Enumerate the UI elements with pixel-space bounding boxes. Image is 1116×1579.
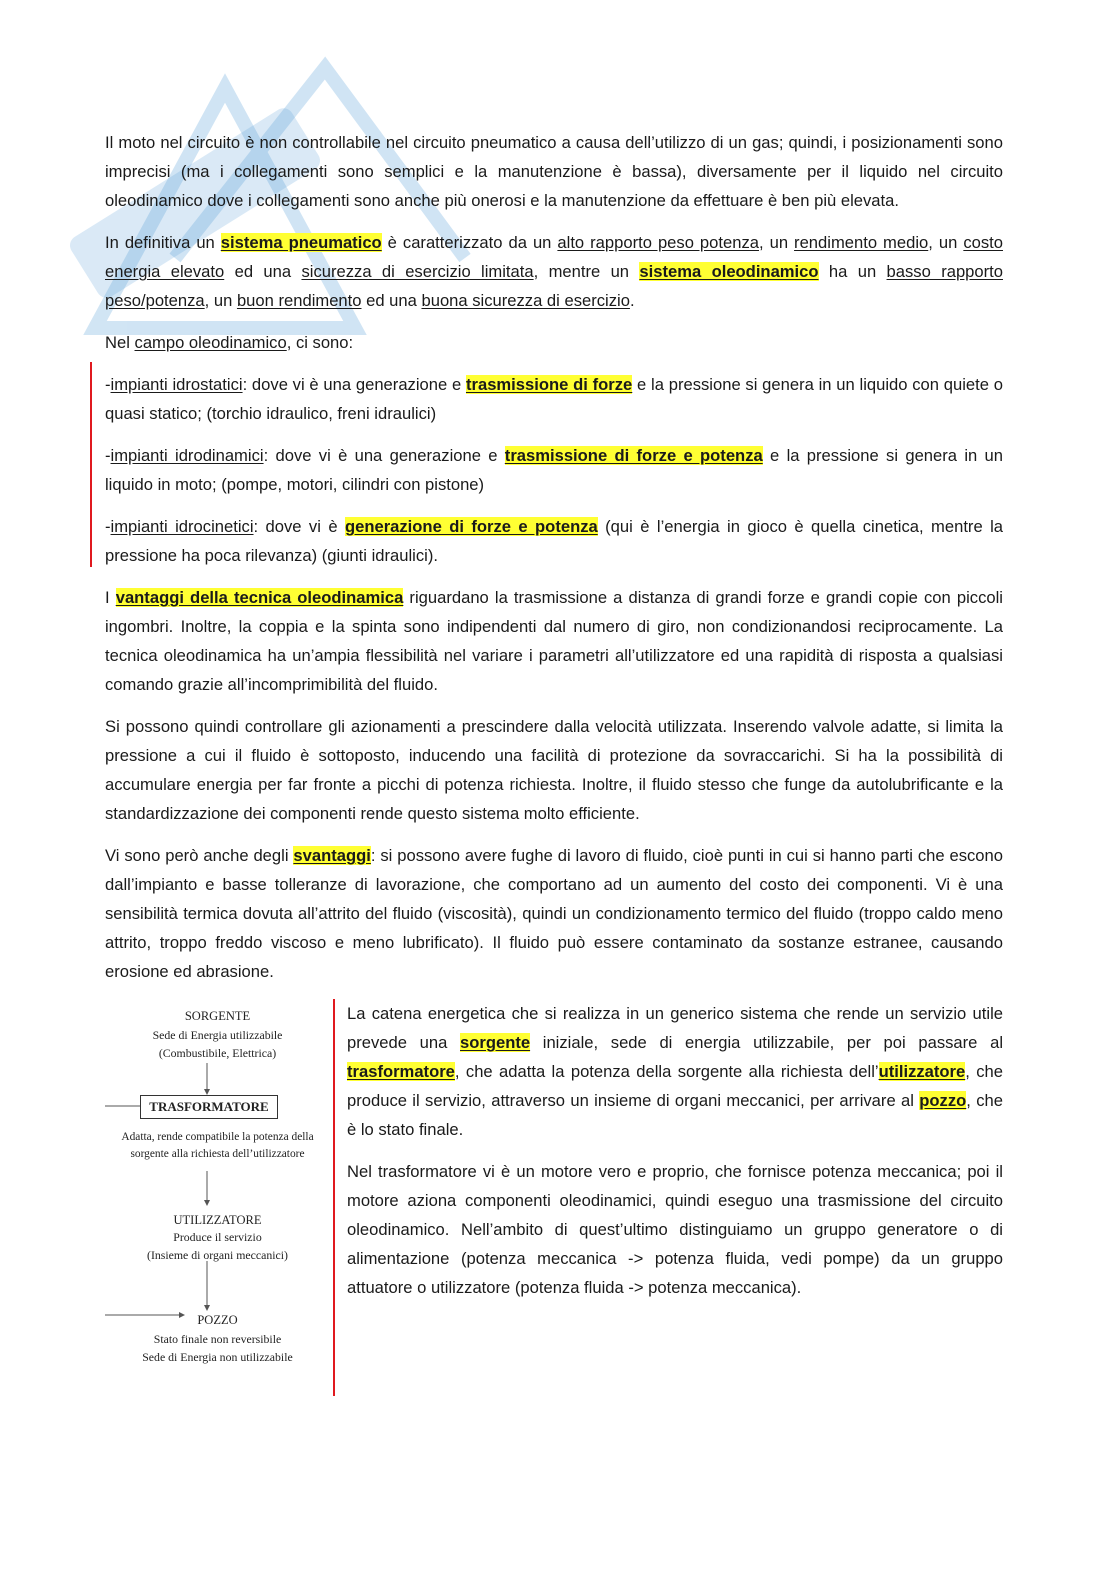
- node-sorgente-desc: Sede di Energia utilizzabile: [152, 1028, 283, 1042]
- text: Nel: [105, 333, 135, 352]
- paragraph-vantaggi: [105, 583, 1003, 699]
- text: .: [629, 291, 635, 310]
- highlight-svantaggi: svantaggi: [293, 846, 371, 865]
- text: : dove vi è: [253, 517, 345, 536]
- underlined-term: costo energia elevato: [105, 233, 1003, 281]
- paragraph-system-comparison: [105, 228, 1003, 315]
- highlight-sorgente: sorgente: [460, 1033, 531, 1052]
- node-utilizzatore: UTILIZZATORE: [173, 1213, 262, 1227]
- paragraph-pneumatic-control: Il moto nel circuito è non controllabile nel circuito pneumatico a causa dell’utilizzo di un gas; quindi, i posizionamenti sono imprecisi (ma i collegamenti sono semplici e la manutenzione è bassa), diversamente per il liquido nel circuito oleodinamico dove i collegamenti sono anche più onerosi e la manutenzione da effettuare è ben più elevata.: [105, 133, 1003, 210]
- underlined-term: basso rapporto peso/potenza: [105, 262, 1003, 310]
- text: ed una: [224, 262, 302, 281]
- text: è caratterizzato da un: [381, 233, 558, 252]
- underlined-term: alto rapporto peso potenza: [557, 233, 759, 252]
- text: , un: [928, 233, 964, 252]
- text: La catena energetica che si realizza in un generico sistema che rende un servizio utile prevede una: [347, 1004, 1003, 1052]
- margin-red-bar: [90, 362, 92, 567]
- highlight-trasmissione-forze: trasmissione di forze: [465, 375, 633, 394]
- highlight-pozzo: pozzo: [919, 1091, 967, 1110]
- highlight-sistema-oleodinamico: sistema oleodinamico: [639, 262, 819, 281]
- node-sorgente-desc: (Combustibile, Elettrica): [158, 1046, 277, 1060]
- node-pozzo-desc: Stato finale non reversibile: [153, 1332, 282, 1346]
- paragraph-svantaggi: [105, 841, 1003, 986]
- text: riguardano la trasmissione a distanza di grandi forze e grandi copie con piccoli ingombri. Inoltre, la coppia e la spinta sono indipendenti dal numero di giro, non condizionandosi reciprocamente. La tecnica oleodinamica ha un’ampia flessibilità nel variare i parametri all’utilizzatore ed una rapidità di risposta a qualsiasi comando grazie all’incomprimibilità del fluido.: [105, 588, 1003, 694]
- text: -: [105, 446, 111, 465]
- underlined-term: buona sicurezza di esercizio: [421, 291, 630, 310]
- underlined-term: impianti idrocinetici: [110, 517, 254, 536]
- impianti-list: [105, 370, 1003, 570]
- highlight-vantaggi: vantaggi della tecnica oleodinamica: [115, 588, 404, 607]
- text: I: [105, 588, 116, 607]
- text: -: [105, 517, 111, 536]
- text: , che è lo stato finale.: [347, 1091, 1003, 1139]
- underlined-term: campo oleodinamico: [134, 333, 287, 352]
- text: , ci sono:: [286, 333, 354, 352]
- energy-chain-text: [347, 999, 1003, 1399]
- text: Vi sono però anche degli: [105, 846, 294, 865]
- text: , che produce il servizio, attraverso un insieme di organi meccanici, per arrivare al: [347, 1062, 1003, 1110]
- highlight-generazione-forze-potenza: generazione di forze e potenza: [344, 517, 598, 536]
- paragraph-trasformatore: Nel trasformatore vi è un motore vero e proprio, che fornisce potenza meccanica; poi il motore aziona componenti oleodinamici, quindi eseguo una trasmissione del circuito oleodinamico. Nell’ambito di quest’ultimo distinguiamo un gruppo generatore o di alimentazione (potenza meccanica -> potenza fluida, vedi pompe) da un gruppo attuatore o utilizzatore (potenza fluida -> potenza meccanica).: [347, 1162, 1003, 1297]
- paragraph-catena-energetica: [347, 999, 1003, 1144]
- text: , mentre un: [533, 262, 640, 281]
- highlight-trasformatore: trasformatore: [347, 1062, 455, 1081]
- underlined-term: sicurezza di esercizio limitata: [301, 262, 534, 281]
- node-utilizzatore-desc: Produce il servizio: [173, 1230, 262, 1244]
- paragraph-campo-intro: [105, 328, 1003, 357]
- list-item-idrodinamici: [105, 441, 1003, 499]
- node-pozzo-desc: Sede di Energia non utilizzabile: [142, 1350, 293, 1364]
- underlined-term: buon rendimento: [236, 291, 362, 310]
- highlight-trasmissione-forze-potenza: trasmissione di forze e potenza: [504, 446, 763, 465]
- node-trasformatore-desc: sorgente alla richiesta dell’utilizzatore: [130, 1148, 305, 1160]
- list-item-idrostatici: [105, 370, 1003, 428]
- text: , che adatta la potenza della sorgente alla richiesta dell’: [454, 1062, 879, 1081]
- energy-chain-diagram: [105, 999, 330, 1399]
- highlight-utilizzatore: utilizzatore: [878, 1062, 966, 1081]
- highlight-sistema-pneumatico: sistema pneumatico: [220, 233, 382, 252]
- node-trasformatore: TRASFORMATORE: [140, 1095, 278, 1119]
- text: : dove vi è una generazione e: [263, 446, 505, 465]
- text: (qui è l’energia in gioco è quella cinetica, mentre la pressione ha poca rilevanza) (giunti idraulici).: [105, 517, 1004, 565]
- node-sorgente: SORGENTE: [184, 1009, 251, 1023]
- text: e la pressione si genera in un liquido con quiete o quasi statico; (torchio idraulico, freni idraulici): [105, 375, 1003, 423]
- node-pozzo: POZZO: [197, 1313, 238, 1327]
- text: , un: [758, 233, 795, 252]
- text: In definitiva un: [105, 233, 221, 252]
- text: ha un: [818, 262, 887, 281]
- margin-red-bar: [333, 999, 335, 1396]
- paragraph-azionamenti: Si possono quindi controllare gli azionamenti a prescindere dalla velocità utilizzata. Inserendo valvole adatte, si limita la pressione a cui il fluido è sottoposto, inducendo una facilità di protezione da sovraccarichi. Si ha la possibilità di accumulare energia per far fronte a picchi di potenza richiesta. Inoltre, il fluido stesso che funge da autolubrificante e la standardizzazione dei componenti rende questo sistema molto efficiente.: [105, 717, 1003, 823]
- text: iniziale, sede di energia utilizzabile, per poi passare al: [530, 1033, 1004, 1052]
- list-item-idrocinetici: [105, 512, 1003, 570]
- text: e la pressione si genera in un liquido in moto; (pompe, motori, cilindri con pistone): [105, 446, 1004, 494]
- underlined-term: impianti idrostatici: [110, 375, 243, 394]
- underlined-term: rendimento medio: [794, 233, 929, 252]
- energy-chain-section: [105, 999, 1003, 1399]
- document-page: [105, 128, 1003, 1399]
- text: , un: [204, 291, 237, 310]
- text: : dove vi è una generazione e: [242, 375, 466, 394]
- text: -: [105, 375, 111, 394]
- text: ed una: [361, 291, 422, 310]
- node-utilizzatore-desc: (Insieme di organi meccanici): [147, 1248, 288, 1262]
- node-trasformatore-desc: Adatta, rende compatibile la potenza della: [121, 1131, 314, 1143]
- text: : si possono avere fughe di lavoro di fluido, cioè punti in cui si hanno parti che escono dall’impianto e basse tolleranze di lavorazione, che comportano ad un aumento del costo dei componenti. Vi è una sensibilità termica dovuta all’attrito del fluido (viscosità), quindi un condizionamento termico del fluido (troppo caldo meno attrito, troppo freddo viscoso e meno lubrificato). Il fluido può essere contaminato da sostanze estranee, causando erosione ed abrasione.: [105, 846, 1003, 981]
- underlined-term: impianti idrodinamici: [110, 446, 264, 465]
